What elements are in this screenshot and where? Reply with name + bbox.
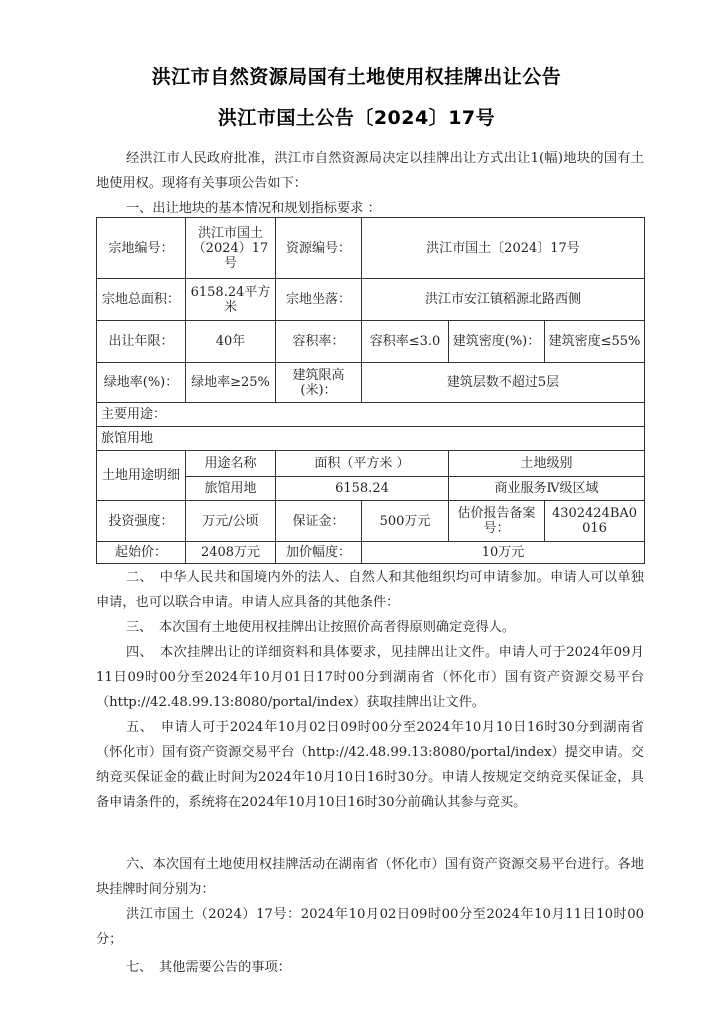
main-use-label: 主要用途： <box>97 403 645 427</box>
table-row <box>97 542 645 564</box>
section-2-paragraph: 二、 中华人民共和国境内外的法人、自然人和其他组织均可申请参加。申请人可以单独申请，也可以联合申请。申请人应具备的其他条件： <box>96 570 644 610</box>
table-row <box>97 321 645 363</box>
table-row <box>97 427 645 451</box>
parcel-number-label: 宗地编号： <box>97 218 186 279</box>
resource-number-value: 洪江市国土〔2024〕17号 <box>362 218 645 279</box>
table-row <box>97 218 645 279</box>
land-use-detail-label: 土地用途明细 <box>97 451 186 501</box>
starting-price-value: 2408万元 <box>186 542 276 564</box>
land-grade-value: 商业服务Ⅳ级区域 <box>449 477 645 501</box>
total-area-label: 宗地总面积： <box>97 279 186 321</box>
appraisal-record-value: 4302424BA0016 <box>545 501 645 542</box>
land-grade-header: 土地级别 <box>449 451 645 477</box>
term-label: 出让年限： <box>97 321 186 363</box>
deposit-value: 500万元 <box>362 501 449 542</box>
table-row <box>97 363 645 403</box>
section-5-paragraph: 五、 申请人可于2024年10月02日09时00分至2024年10月10日16时30分到湖南省（怀化市）国有资产资源交易平台（http://42.48.99.13:8080/portal/index）提交申请。交纳竞买保证金的截止时间为2024年10月10日16时30分。申请人按规定交纳竞买保证金，具备申请条件的，系统将在2024年10月10日16时30分前确认其参与竞买。 <box>96 720 644 810</box>
notice-number: 洪江市国土公告〔2024〕17号 <box>217 107 496 129</box>
green-ratio-value: 绿地率≥25% <box>186 363 276 403</box>
investment-intensity-label: 投资强度： <box>97 501 186 542</box>
table-row <box>97 279 645 321</box>
section-6-paragraph: 六、本次国有土地使用权挂牌活动在湖南省（怀化市）国有资产资源交易平台进行。各地块挂牌时间分别为： <box>96 857 644 897</box>
main-use-value: 旅馆用地 <box>97 427 645 451</box>
location-value: 洪江市安江镇稻源北路西侧 <box>362 279 645 321</box>
location-label: 宗地坐落： <box>276 279 362 321</box>
building-density-label: 建筑密度(%)： <box>449 321 545 363</box>
area-header: 面积（平方米 ） <box>276 451 449 477</box>
height-limit-label: 建筑限高(米)： <box>276 363 362 403</box>
area-value: 6158.24 <box>276 477 449 501</box>
section-7-paragraph: 七、 其他需要公告的事项： <box>126 960 291 975</box>
height-limit-value: 建筑层数不超过5层 <box>362 363 645 403</box>
appraisal-record-label: 估价报告备案号： <box>449 501 545 542</box>
building-density-value: 建筑密度≤55% <box>545 321 645 363</box>
table-row <box>97 501 645 542</box>
table-row <box>97 403 645 427</box>
total-area-value: 6158.24平方米 <box>186 279 276 321</box>
resource-number-label: 资源编号： <box>276 218 362 279</box>
green-ratio-label: 绿地率(%)： <box>97 363 186 403</box>
intro-paragraph: 经洪江市人民政府批准，洪江市自然资源局决定以挂牌出让方式出让1(幅)地块的国有土地使用权。现将有关事项公告如下： <box>96 151 644 191</box>
section-4-paragraph: 四、 本次挂牌出让的详细资料和具体要求，见挂牌出让文件。申请人可于2024年09月11日09时00分至2024年10月01日17时00分到湖南省（怀化市）国有资产资源交易平台（http://42.48.99.13:8080/portal/index）获取挂牌出让文件。 <box>96 645 644 710</box>
land-info-table <box>96 217 645 564</box>
section-6-schedule: 洪江市国土（2024）17号：2024年10月02日09时00分至2024年10月11日10时00分； <box>96 907 644 947</box>
plot-ratio-value: 容积率≤3.0 <box>362 321 449 363</box>
section-3-paragraph: 三、 本次国有土地使用权挂牌出让按照价高者得原则确定竞得人。 <box>126 620 516 635</box>
deposit-label: 保证金： <box>276 501 362 542</box>
use-name-header: 用途名称 <box>186 451 276 477</box>
section-1-heading: 一、出让地块的基本情况和规划指标要求 ： <box>126 201 381 216</box>
term-value: 40年 <box>186 321 276 363</box>
increment-label: 加价幅度： <box>276 542 362 564</box>
use-name-value: 旅馆用地 <box>186 477 276 501</box>
table-row <box>97 451 645 477</box>
investment-intensity-value: 万元/公顷 <box>186 501 276 542</box>
increment-value: 10万元 <box>362 542 645 564</box>
notice-title: 洪江市自然资源局国有土地使用权挂牌出让公告 <box>151 66 562 88</box>
parcel-number-value: 洪江市国土（2024）17号 <box>186 218 276 279</box>
plot-ratio-label: 容积率： <box>276 321 362 363</box>
starting-price-label: 起始价： <box>97 542 186 564</box>
